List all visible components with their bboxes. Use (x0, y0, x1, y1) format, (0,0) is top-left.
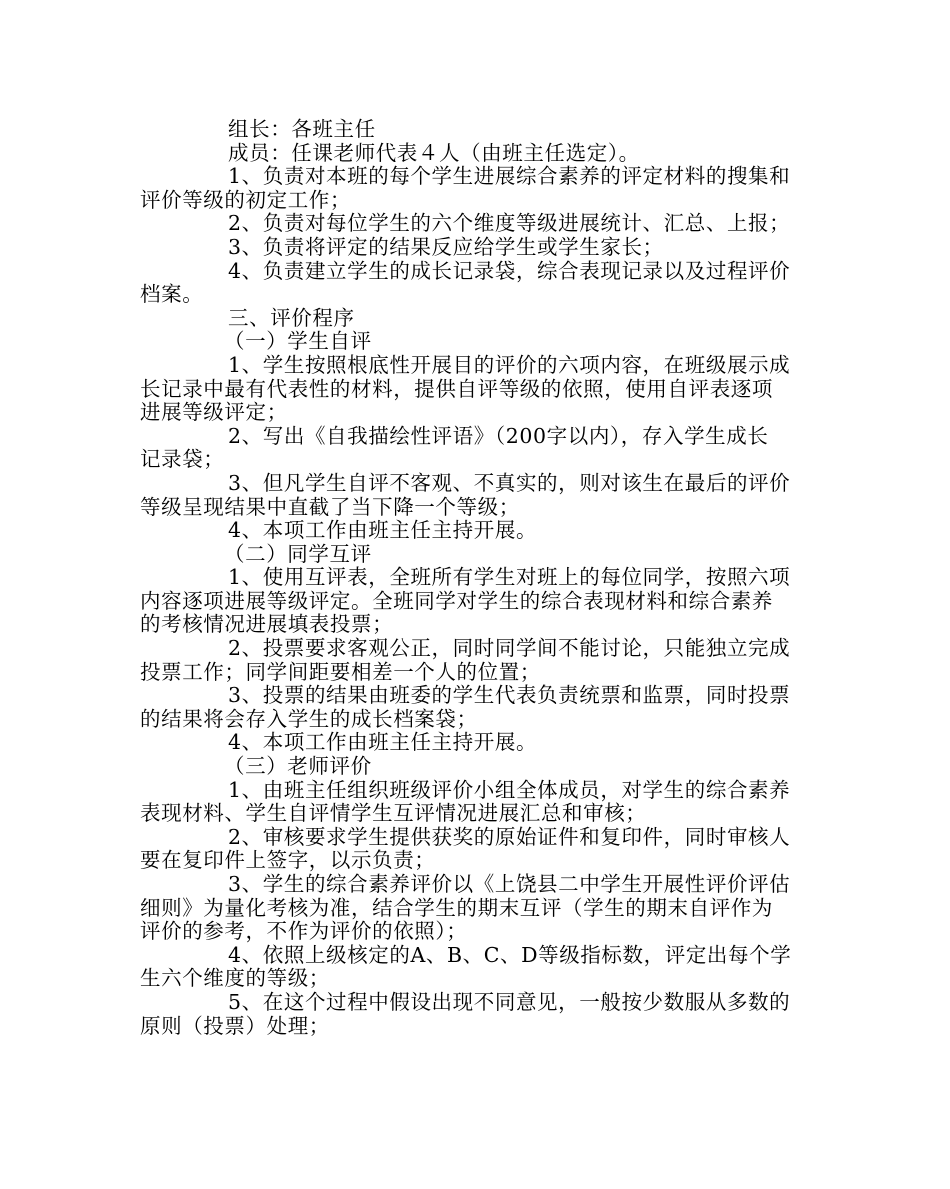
text-line: 等级呈现结果中直截了当下降一个等级； (140, 494, 520, 519)
text-line: 生六个维度的等级； (140, 966, 330, 991)
text-line: 3、负责将评定的结果反应给学生或学生家长； (228, 234, 664, 259)
text-line: 2、写出《自我描绘性评语》（200字以内），存入学生成长 (228, 423, 769, 448)
text-line: 细则》为量化考核为准，结合学生的期末互评（学生的期末自评作为 (140, 895, 773, 920)
text-line: 的考核情况进展填表投票； (140, 612, 394, 637)
text-line: 3、但凡学生自评不客观、不真实的，则对该生在最后的评价 (228, 470, 791, 495)
text-line: 进展等级评定； (140, 400, 288, 425)
text-line: 成员：任课老师代表４人（由班主任选定）。 (228, 140, 640, 165)
text-line: 5、在这个过程中假设出现不同意见，一般按少数服从多数的 (228, 989, 791, 1014)
text-line: 原则（投票）处理； (140, 1013, 330, 1038)
text-line: 要在复印件上签字，以示负责； (140, 848, 436, 873)
text-line: 2、审核要求学生提供获奖的原始证件和复印件，同时审核人 (228, 824, 791, 849)
text-line: 记录袋； (140, 447, 225, 472)
text-line: 2、负责对每位学生的六个维度等级进展统计、汇总、上报； (228, 211, 791, 236)
text-line: 1、使用互评表，全班所有学生对班上的每位同学，按照六项 (228, 565, 791, 590)
section-heading: 三、评价程序 (228, 305, 355, 330)
text-line: 2、投票要求客观公正，同时同学间不能讨论，只能独立完成 (228, 636, 791, 661)
text-line: 1、学生按照根底性开展目的评价的六项内容，在班级展示成 (228, 352, 791, 377)
subsection-heading: （一）学生自评 (224, 329, 372, 354)
text-line: 档案。 (140, 282, 204, 307)
text-line: 投票工作；同学间距要相差一个人的位置； (140, 659, 541, 684)
text-line: 1、负责对本班的每个学生进展综合素养的评定材料的搜集和 (228, 164, 791, 189)
text-line: 4、本项工作由班主任主持开展。 (228, 518, 538, 543)
text-line: 3、投票的结果由班委的学生代表负责统票和监票，同时投票 (228, 683, 791, 708)
text-line: 的结果将会存入学生的成长档案袋； (140, 706, 478, 731)
subsection-heading: （二）同学互评 (224, 541, 372, 566)
subsection-heading: （三）老师评价 (224, 754, 372, 779)
text-line: 长记录中最有代表性的材料，提供自评等级的依照，使用自评表逐项 (140, 376, 773, 401)
text-line: 内容逐项进展等级评定。全班同学对学生的综合表现材料和综合素养 (140, 588, 773, 613)
text-line: 组长：各班主任 (228, 117, 376, 141)
text-line: 4、负责建立学生的成长记录袋，综合表现记录以及过程评价 (228, 258, 791, 283)
text-line: 评价等级的初定工作； (140, 187, 351, 212)
text-line: 表现材料、学生自评情学生互评情况进展汇总和审核； (140, 801, 647, 826)
text-line: 评价的参考，不作为评价的依照）； (140, 919, 468, 944)
document-page (140, 118, 812, 1038)
text-line: 4、依照上级核定的A、B、C、D等级指标数，评定出每个学 (228, 942, 792, 967)
text-line: 3、学生的综合素养评价以《上饶县二中学生开展性评价评估 (228, 872, 791, 896)
text-line: 4、本项工作由班主任主持开展。 (228, 730, 538, 755)
text-line: 1、由班主任组织班级评价小组全体成员，对学生的综合素养 (228, 777, 791, 802)
